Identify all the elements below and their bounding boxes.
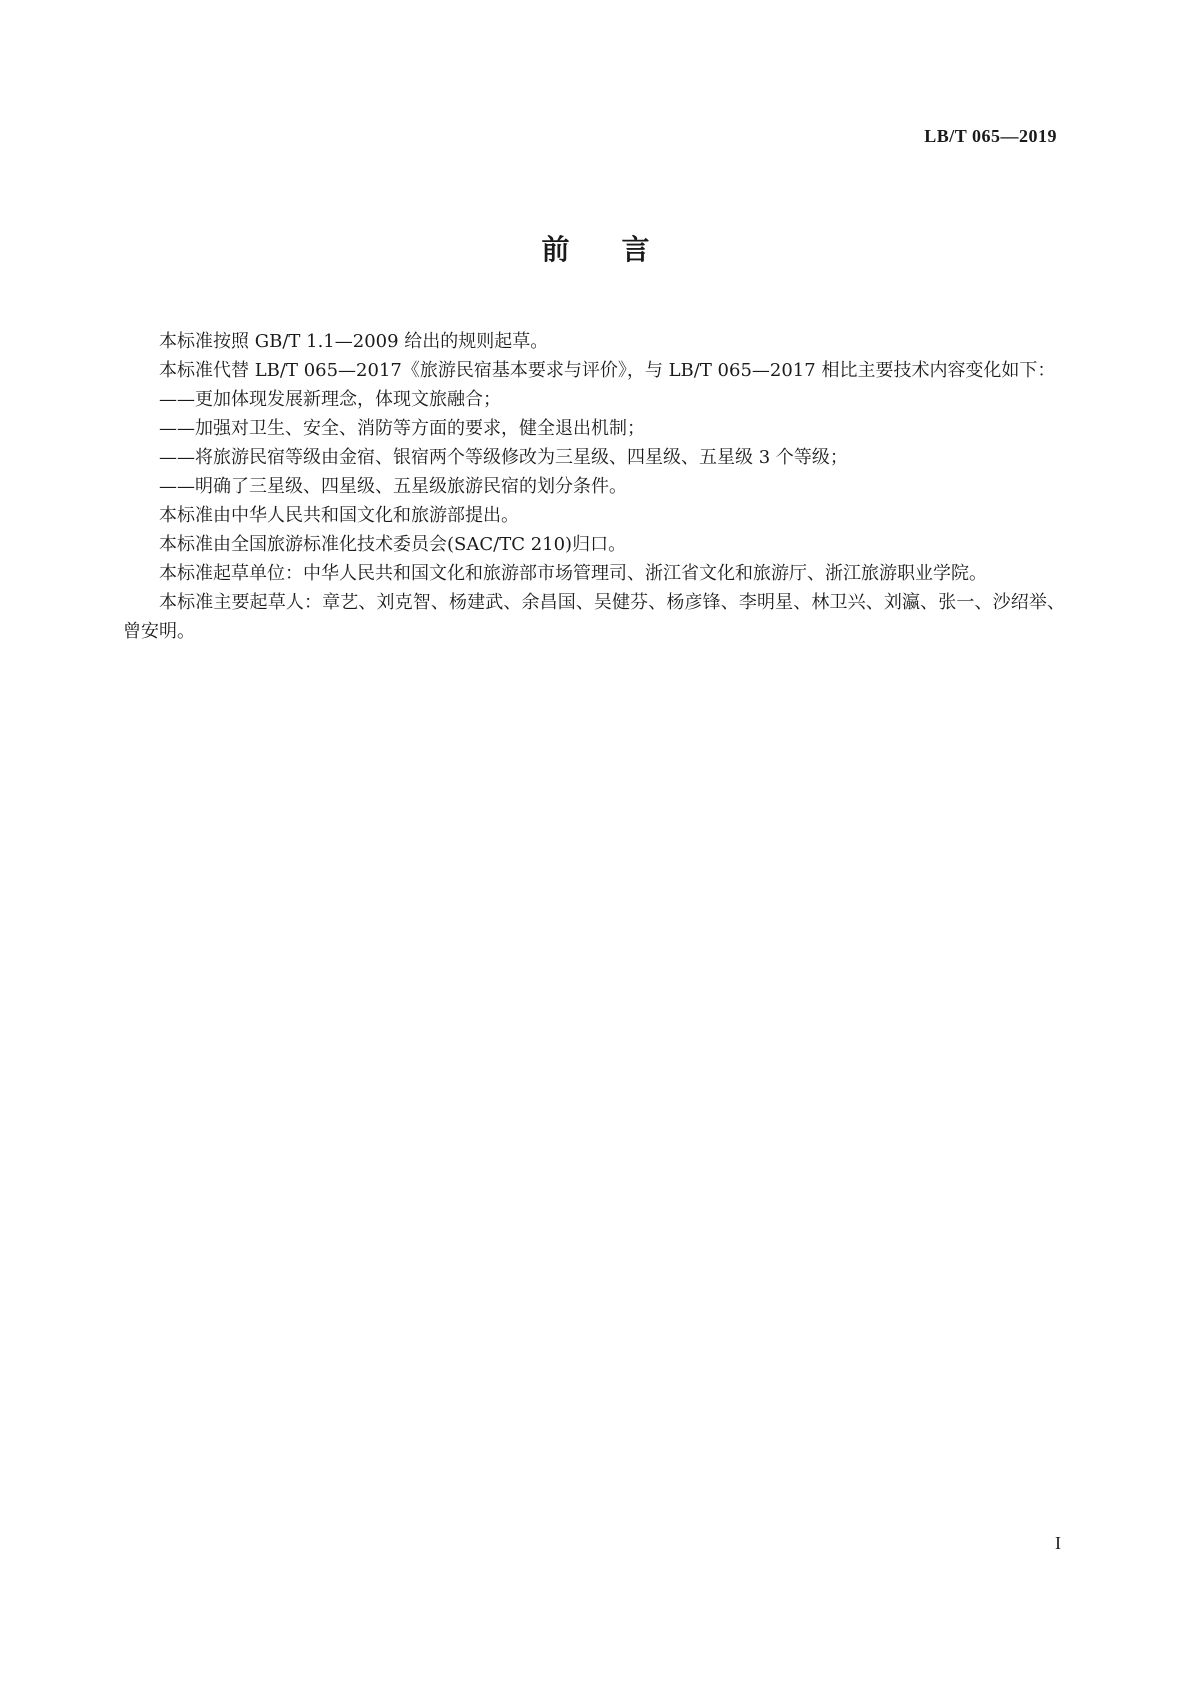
document-body: [123, 327, 1065, 646]
paragraph-drafting-units: 本标准起草单位：中华人民共和国文化和旅游部市场管理司、浙江省文化和旅游厅、浙江旅游职业学院。: [159, 563, 987, 584]
page-number: I: [1055, 1533, 1061, 1553]
list-item-change-2: ——加强对卫生、安全、消防等方面的要求，健全退出机制；: [159, 418, 645, 439]
paragraph-replacement: 本标准代替 LB/T 065—2017《旅游民宿基本要求与评价》，与 LB/T 065—2017 相比主要技术内容变化如下：: [159, 360, 1056, 381]
page-title: 前言: [541, 233, 702, 266]
paragraph-centralized-by: 本标准由全国旅游标准化技术委员会(SAC/TC 210)归口。: [159, 534, 627, 555]
paragraph-drafting-rules: 本标准按照 GB/T 1.1—2009 给出的规则起草。: [159, 331, 549, 352]
standard-code: LB/T 065—2019: [924, 126, 1057, 146]
paragraph-proposed-by: 本标准由中华人民共和国文化和旅游部提出。: [159, 505, 519, 526]
list-item-change-1: ——更加体现发展新理念，体现文旅融合；: [159, 389, 501, 410]
list-item-change-4: ——明确了三星级、四星级、五星级旅游民宿的划分条件。: [159, 476, 627, 497]
paragraph-drafters: 本标准主要起草人：章艺、刘克智、杨建武、余昌国、吴健芬、杨彦锋、李明星、林卫兴、刘瀛、张一、沙绍举、曾安明。: [123, 592, 1065, 642]
list-item-change-3: ——将旅游民宿等级由金宿、银宿两个等级修改为三星级、四星级、五星级 3 个等级；: [159, 447, 848, 468]
